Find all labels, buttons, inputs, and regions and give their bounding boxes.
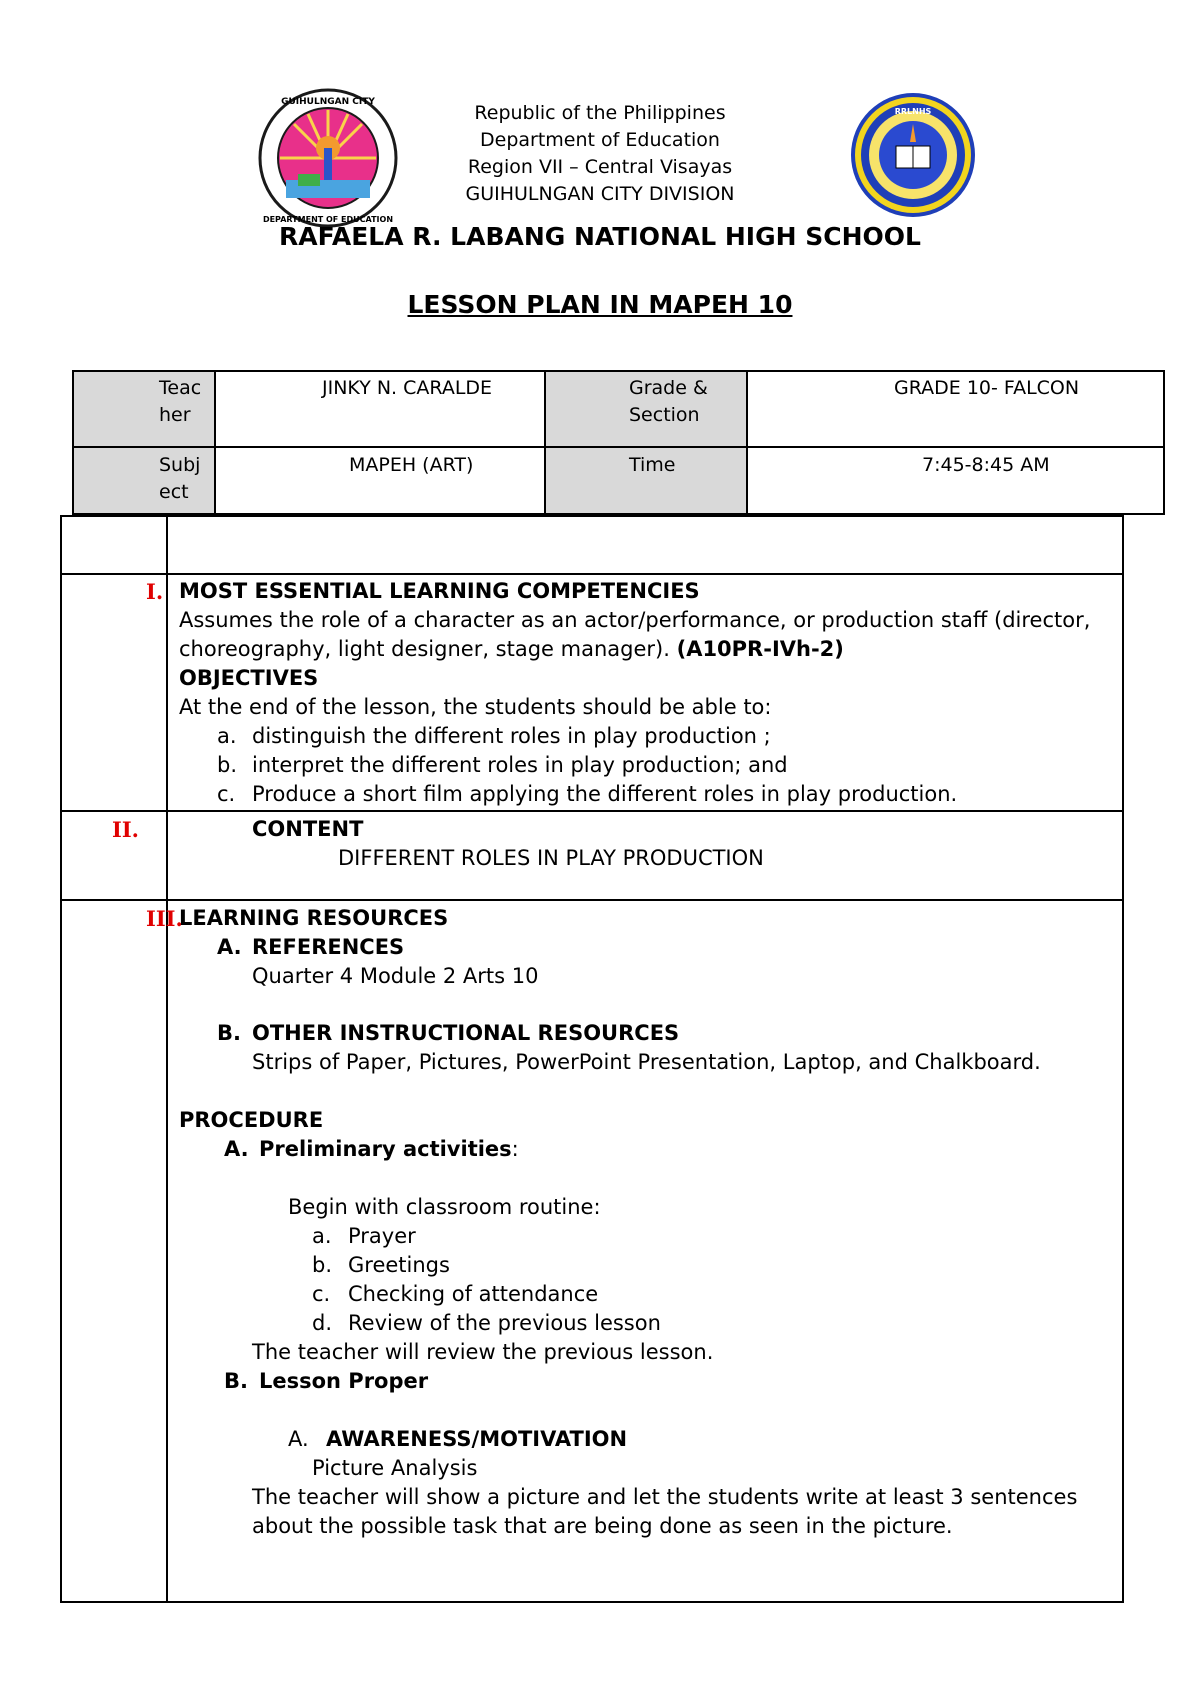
grade-label-2: Section: [629, 404, 700, 426]
row-divider-2: [60, 810, 1124, 812]
awareness-activity: Picture Analysis: [312, 1456, 478, 1480]
grade-label-1: Grade &: [629, 377, 708, 399]
lesson-proper-marker: B.: [224, 1369, 248, 1393]
competency-line-2: choreography, light designer, stage manager). (A10PR-IVh-2): [179, 637, 844, 661]
info-table: [72, 370, 1165, 515]
prelim-marker: A.: [224, 1137, 249, 1161]
time-label: Time: [629, 454, 676, 476]
other-resources-marker: B.: [217, 1021, 241, 1045]
time-value: 7:45-8:45 AM: [922, 454, 1050, 476]
svg-text:DEPARTMENT OF EDUCATION: DEPARTMENT OF EDUCATION: [262, 215, 394, 224]
section3-numeral: III.: [146, 906, 183, 931]
republic-line: Republic of the Philippines: [474, 102, 726, 124]
objective-b: interpret the different roles in play production; and: [252, 753, 788, 777]
svg-text:RRLNHS: RRLNHS: [894, 107, 932, 116]
routine-intro: Begin with classroom routine:: [288, 1195, 601, 1219]
teacher-value: JINKY N. CARALDE: [322, 377, 493, 399]
section2-heading: CONTENT: [252, 817, 364, 841]
section1-numeral: I.: [146, 579, 164, 604]
routine-c: Checking of attendance: [348, 1282, 599, 1306]
references-marker: A.: [217, 935, 242, 959]
section3-heading: LEARNING RESOURCES: [179, 906, 449, 930]
content-vline: [166, 515, 168, 1603]
teacher-label-1: Teac: [159, 377, 202, 399]
row-divider-3: [60, 899, 1124, 901]
references-heading: REFERENCES: [252, 935, 405, 959]
objectives-intro: At the end of the lesson, the students should be able to:: [179, 695, 772, 719]
competency-code: (A10PR-IVh-2): [676, 637, 844, 661]
awareness-heading: AWARENESS/MOTIVATION: [326, 1427, 628, 1451]
department-line: Department of Education: [480, 129, 720, 151]
table-vline-3: [746, 372, 748, 513]
table-vline-1: [214, 372, 216, 513]
references-body: Quarter 4 Module 2 Arts 10: [252, 964, 539, 988]
row-divider-1: [60, 573, 1124, 575]
section1-heading: MOST ESSENTIAL LEARNING COMPETENCIES: [179, 579, 700, 603]
routine-c-marker: c.: [312, 1282, 331, 1306]
routine-b: Greetings: [348, 1253, 450, 1277]
grade-value: GRADE 10- FALCON: [894, 377, 1080, 399]
prelim-heading: Preliminary activities: [259, 1137, 512, 1161]
routine-a-marker: a.: [312, 1224, 332, 1248]
objective-c: Produce a short film applying the different roles in play production.: [252, 782, 958, 806]
awareness-line-2: about the possible task that are being done as seen in the picture.: [252, 1514, 953, 1538]
lesson-proper-heading: Lesson Proper: [259, 1369, 429, 1393]
routine-b-marker: b.: [312, 1253, 333, 1277]
routine-d-marker: d.: [312, 1311, 333, 1335]
subject-value: MAPEH (ART): [349, 454, 474, 476]
awareness-line-1: The teacher will show a picture and let the students write at least 3 sentences: [252, 1485, 1078, 1509]
objectives-heading: OBJECTIVES: [179, 666, 319, 690]
school-name: RAFAELA R. LABANG NATIONAL HIGH SCHOOL: [279, 222, 921, 251]
plan-title: LESSON PLAN IN MAPEH 10: [407, 290, 793, 319]
procedure-heading: PROCEDURE: [179, 1108, 324, 1132]
division-seal-icon: [258, 88, 398, 228]
section2-numeral: II.: [112, 817, 139, 842]
subject-label-1: Subj: [159, 454, 201, 476]
region-line: Region VII – Central Visayas: [467, 156, 733, 178]
other-resources-heading: OTHER INSTRUCTIONAL RESOURCES: [252, 1021, 680, 1045]
review-note: The teacher will review the previous lesson.: [252, 1340, 714, 1364]
routine-a: Prayer: [348, 1224, 416, 1248]
awareness-marker: A.: [288, 1427, 309, 1451]
objective-b-marker: b.: [217, 753, 238, 777]
competency-line-1: Assumes the role of a character as an actor/performance, or production staff (director,: [179, 608, 1091, 632]
svg-text:GUIHULNGAN CITY: GUIHULNGAN CITY: [281, 97, 375, 107]
table-vline-2: [544, 372, 546, 513]
division-line: GUIHULNGAN CITY DIVISION: [465, 183, 735, 205]
objective-a-marker: a.: [217, 724, 237, 748]
subject-label-2: ect: [159, 481, 189, 503]
objective-c-marker: c.: [217, 782, 236, 806]
objective-a: distinguish the different roles in play production ;: [252, 724, 771, 748]
school-seal-icon: [848, 90, 978, 220]
teacher-label-2: her: [159, 404, 191, 426]
routine-d: Review of the previous lesson: [348, 1311, 661, 1335]
table-hline: [74, 446, 1163, 448]
prelim-line: Preliminary activities:: [259, 1137, 519, 1161]
other-resources-body: Strips of Paper, Pictures, PowerPoint Presentation, Laptop, and Chalkboard.: [252, 1050, 1041, 1074]
section2-body: DIFFERENT ROLES IN PLAY PRODUCTION: [338, 846, 764, 870]
